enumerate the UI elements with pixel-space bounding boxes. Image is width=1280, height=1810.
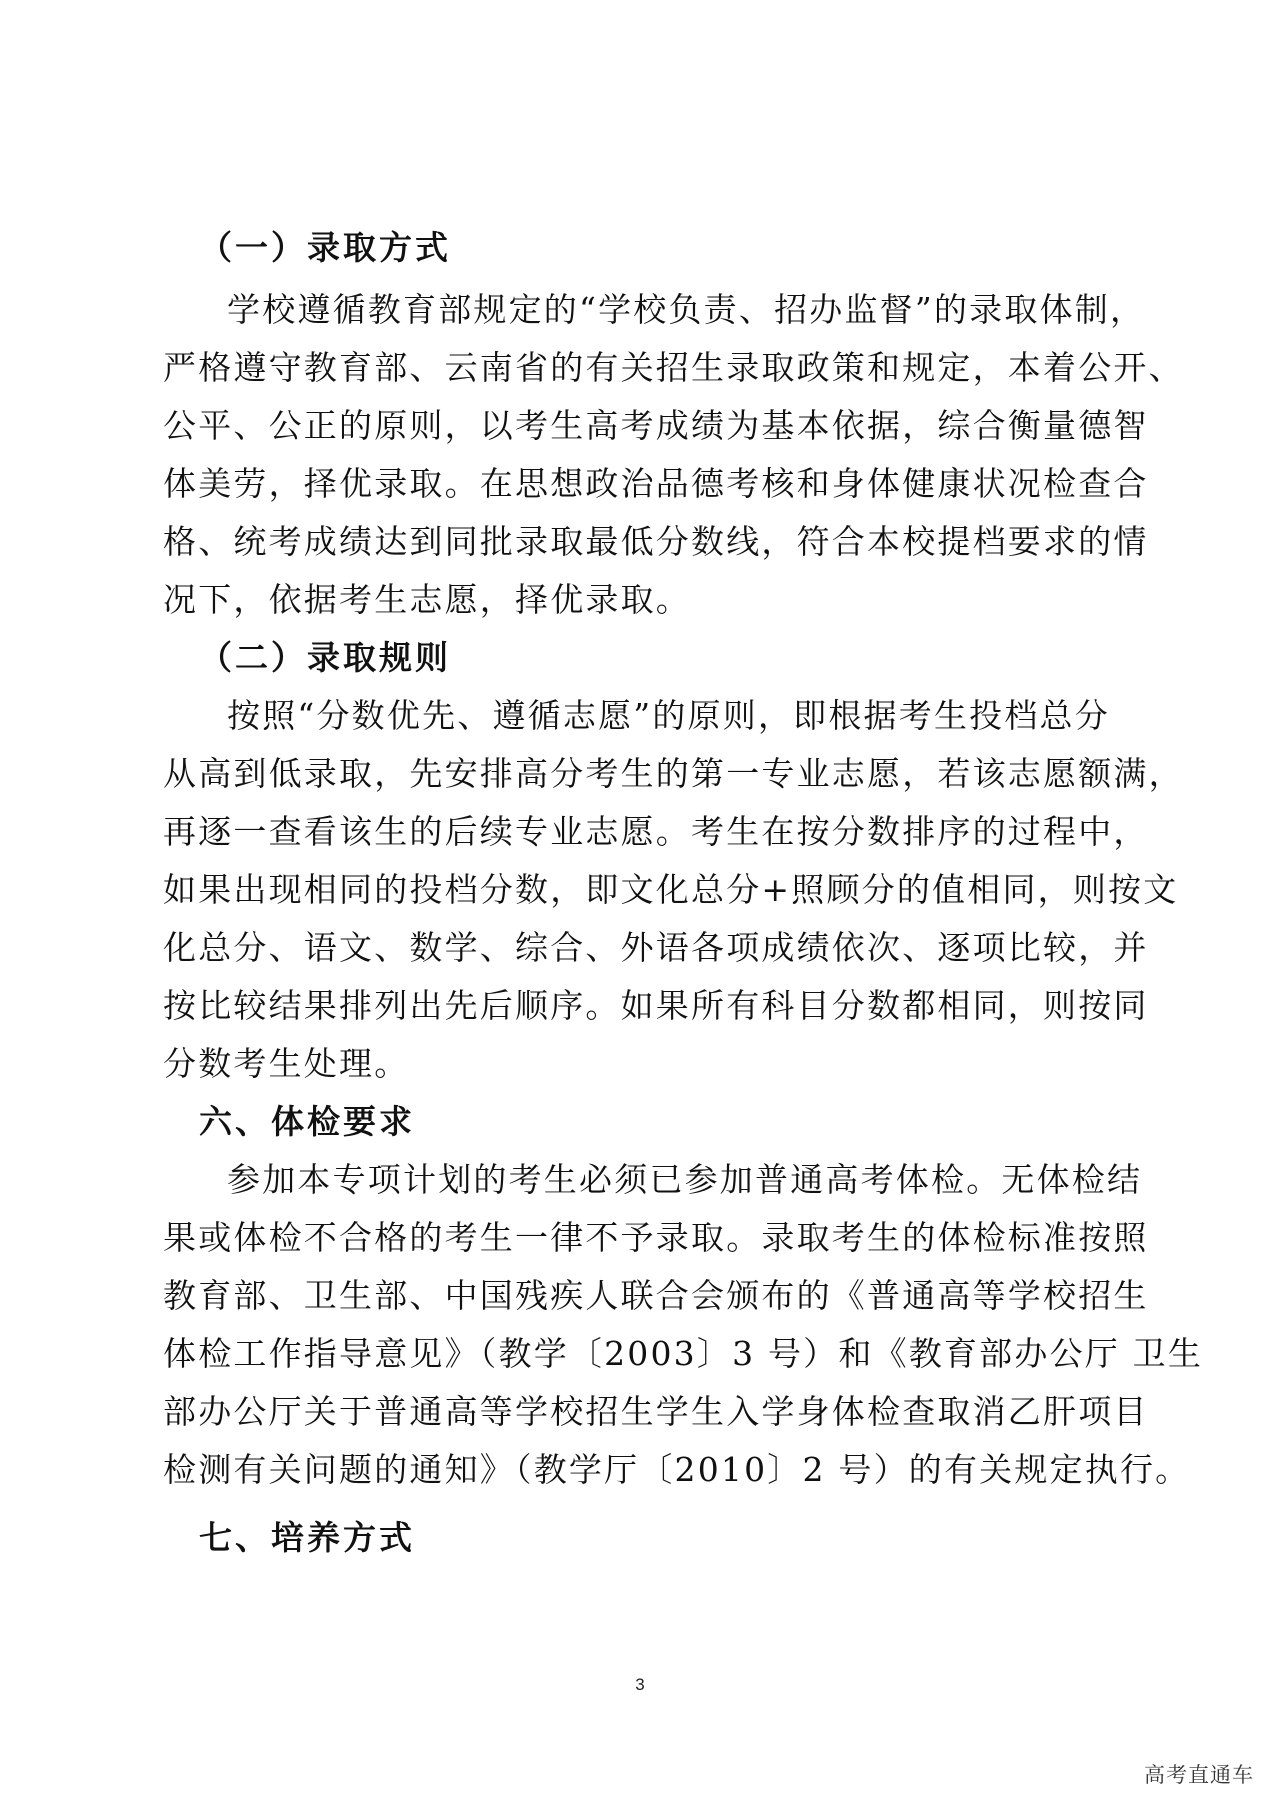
paragraph-line: 体检工作指导意见》（教学〔2003〕3 号）和《教育部办公厅 卫生 — [163, 1334, 1204, 1373]
section-heading-admission-method: （一）录取方式 — [199, 228, 451, 267]
paragraph-line: 参加本专项计划的考生必须已参加普通高考体检。无体检结 — [227, 1160, 1143, 1199]
paragraph-line: 公平、公正的原则，以考生高考成绩为基本依据，综合衡量德智 — [163, 406, 1149, 445]
paragraph-line: 按照“分数优先、遵循志愿”的原则，即根据考生投档总分 — [227, 696, 1110, 735]
paragraph-line: 按比较结果排列出先后顺序。如果所有科目分数都相同，则按同 — [163, 986, 1149, 1025]
paragraph-line: 果或体检不合格的考生一律不予录取。录取考生的体检标准按照 — [163, 1218, 1149, 1257]
paragraph-line: 检测有关问题的通知》（教学厅〔2010〕2 号）的有关规定执行。 — [163, 1450, 1191, 1489]
paragraph-line: 部办公厅关于普通高等学校招生学生入学身体检查取消乙肝项目 — [163, 1392, 1149, 1431]
paragraph-line: 化总分、语文、数学、综合、外语各项成绩依次、逐项比较，并 — [163, 928, 1149, 967]
section-heading-physical-exam: 六、体检要求 — [199, 1102, 415, 1141]
paragraph-line: 如果出现相同的投档分数，即文化总分+照顾分的值相同，则按文 — [163, 870, 1179, 909]
paragraph-line: 严格遵守教育部、云南省的有关招生录取政策和规定，本着公开、 — [163, 348, 1184, 387]
paragraph-line: 教育部、卫生部、中国残疾人联合会颁布的《普通高等学校招生 — [163, 1276, 1149, 1315]
paragraph-line: 况下，依据考生志愿，择优录取。 — [163, 580, 691, 619]
paragraph-line: 再逐一查看该生的后续专业志愿。考生在按分数排序的过程中， — [163, 812, 1149, 851]
section-heading-training-method: 七、培养方式 — [199, 1518, 415, 1557]
paragraph-line: 学校遵循教育部规定的“学校负责、招办监督”的录取体制， — [227, 290, 1146, 329]
paragraph-line: 体美劳，择优录取。在思想政治品德考核和身体健康状况检查合 — [163, 464, 1149, 503]
paragraph-line: 格、统考成绩达到同批录取最低分数线，符合本校提档要求的情 — [163, 522, 1149, 561]
watermark-text: 高考直通车 — [1144, 1763, 1254, 1787]
page-number: 3 — [635, 1675, 645, 1694]
section-heading-admission-rules: （二）录取规则 — [199, 638, 451, 677]
paragraph-line: 从高到低录取，先安排高分考生的第一专业志愿，若该志愿额满， — [163, 754, 1184, 793]
paragraph-line: 分数考生处理。 — [163, 1044, 410, 1083]
